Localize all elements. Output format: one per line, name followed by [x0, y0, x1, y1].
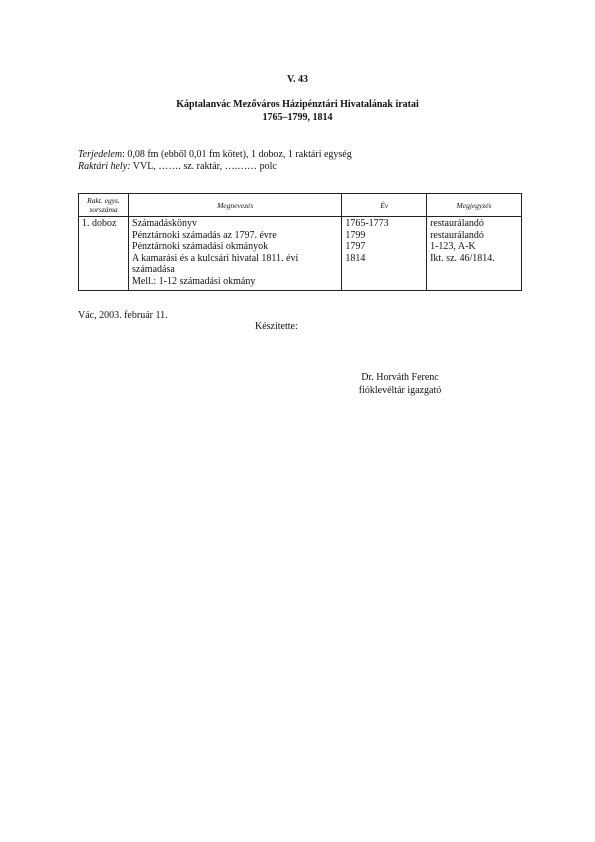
extent-line	[78, 149, 352, 161]
header-note: Megjegyzés	[427, 194, 522, 217]
note-text: Ikt. sz. 46/1814.	[430, 252, 495, 264]
location-value: VVL, ……. sz. raktár, ….…… polc	[130, 161, 277, 172]
item-text: A kamarási és a kulcsári hivatal 1811. évi számadása	[132, 252, 299, 275]
header-name: Megnevezés	[129, 194, 342, 217]
item-text: Mell.: 1-12 számadási okmány	[132, 275, 256, 287]
year-text: 1797	[345, 241, 366, 252]
item-text: Pénztárnoki számadási okmányok	[132, 241, 269, 252]
year-text: 1799	[345, 229, 366, 241]
extent-value: : 0,08 fm (ebből 0,01 fm kötet), 1 doboz, 1 raktári egység	[122, 149, 352, 160]
cell-notes	[427, 217, 522, 291]
cell-items	[129, 217, 342, 291]
inventory-table	[78, 193, 522, 291]
location-label: Raktári hely:	[78, 161, 131, 172]
unit-text: 1. doboz	[82, 218, 117, 229]
table-header-row	[79, 194, 522, 217]
item-text: Számadáskönyv	[132, 218, 198, 229]
header-unit: Rakt. egys. sorszáma	[79, 194, 129, 217]
note-text: 1-123, A-K	[430, 241, 476, 252]
document-date: Vác, 2003. február 11.	[78, 310, 168, 321]
table-row	[79, 217, 522, 291]
title-years: 1765–1799, 1814	[262, 112, 333, 123]
document-code: V. 43	[287, 74, 308, 85]
location-line	[78, 161, 277, 173]
signer-name: Dr. Horváth Ferenc	[361, 372, 439, 383]
prepared-by-label: Készítette:	[255, 321, 298, 332]
note-text: restaurálandó	[430, 218, 484, 229]
document-title	[0, 98, 595, 124]
year-text: 1814	[345, 252, 366, 264]
title-text: Káptalanvác Mezőváros Házipénztári Hivatalának iratai	[176, 99, 419, 110]
signer-title: fióklevéltár igazgató	[358, 385, 442, 396]
extent-label: Terjedelem	[78, 149, 123, 160]
cell-unit	[79, 217, 129, 291]
item-text: Pénztárnoki számadás az 1797. évre	[132, 229, 277, 241]
cell-years	[342, 217, 427, 291]
header-year: Év	[342, 194, 427, 217]
year-text: 1765-1773	[345, 218, 389, 229]
note-text: restaurálandó	[430, 229, 484, 241]
